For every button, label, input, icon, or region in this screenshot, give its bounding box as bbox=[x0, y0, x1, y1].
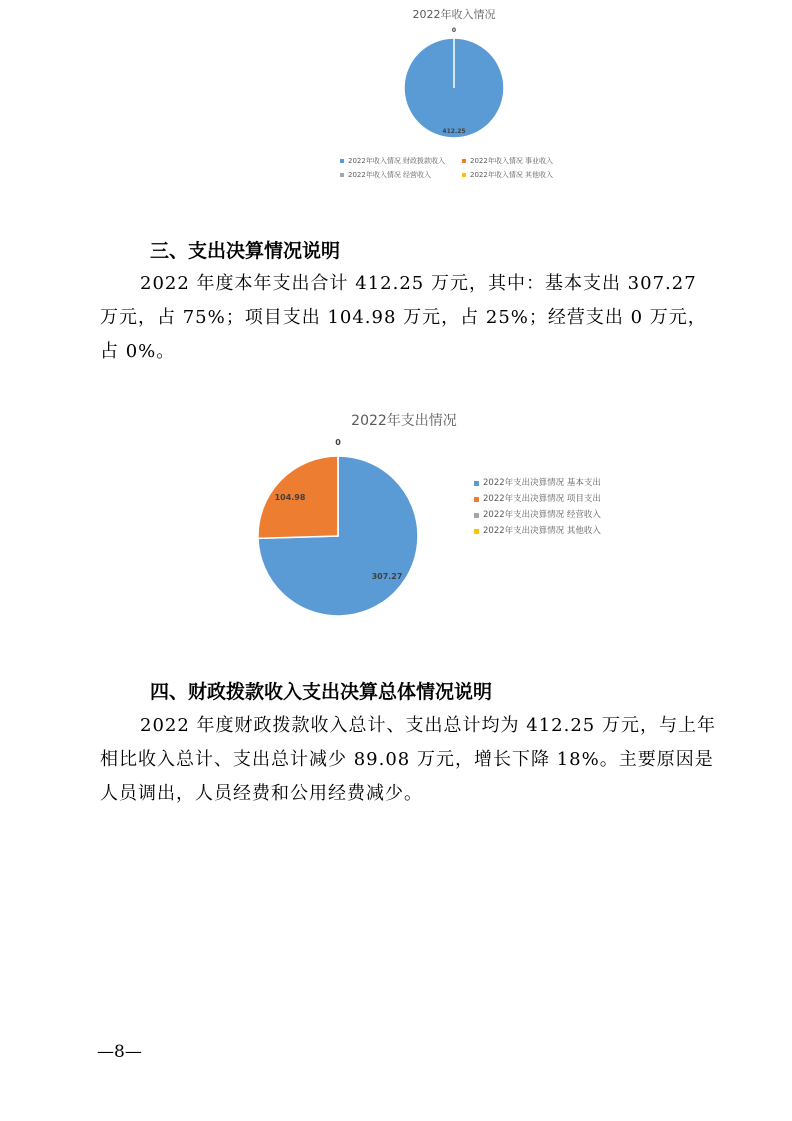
page-number: —8— bbox=[97, 1042, 142, 1062]
legend-item bbox=[340, 170, 462, 180]
pie-data-label: 104.98 bbox=[274, 493, 306, 502]
pie-data-label: 412.25 bbox=[442, 128, 466, 135]
legend-item bbox=[462, 156, 580, 166]
section-heading-fiscal-overview: 四、财政拨款收入支出决算总体情况说明 bbox=[150, 681, 493, 703]
legend-swatch bbox=[474, 481, 479, 486]
section-body-expenditure bbox=[100, 267, 720, 369]
paragraph-text: 2022 年度本年支出合计 412.25 万元，其中：基本支出 307.27 万元，占 75%；项目支出 104.98 万元，占 25%；经营支出 0 万元，占 0%。 bbox=[100, 273, 707, 362]
income-pie-chart bbox=[403, 27, 505, 139]
legend-label: 2022年收入情况 其他收入 bbox=[470, 171, 554, 179]
legend-swatch bbox=[474, 497, 479, 502]
legend-item bbox=[462, 170, 580, 180]
legend-swatch bbox=[462, 173, 466, 177]
legend-label: 2022年支出决算情况 经营收入 bbox=[483, 510, 601, 520]
legend-item bbox=[474, 510, 604, 521]
section-heading-expenditure: 三、支出决算情况说明 bbox=[150, 240, 341, 262]
legend-swatch bbox=[340, 159, 344, 163]
legend-label: 2022年支出决算情况 其他收入 bbox=[483, 526, 601, 536]
legend-label: 2022年收入情况 财政拨款收入 bbox=[348, 157, 446, 165]
pie-data-label: 307.27 bbox=[371, 572, 403, 581]
pie-data-label: 0 bbox=[451, 27, 457, 34]
legend-label: 2022年支出决算情况 基本支出 bbox=[483, 478, 601, 488]
legend-item bbox=[474, 526, 604, 537]
legend-swatch bbox=[474, 513, 479, 518]
paragraph-text: 2022 年度财政拨款收入总计、支出总计均为 412.25 万元，与上年相比收入总计、支出总计减少 89.08 万元，增长下降 18%。主要原因是人员调出，人员经费和公用经费减少。 bbox=[100, 715, 716, 804]
legend-swatch bbox=[474, 529, 479, 534]
income-chart-title: 2022年收入情况 bbox=[412, 8, 496, 21]
legend-swatch bbox=[462, 159, 466, 163]
expenditure-pie-chart bbox=[257, 438, 419, 617]
expenditure-chart-legend bbox=[474, 478, 604, 542]
legend-item bbox=[340, 156, 462, 166]
pie-data-label: 0 bbox=[335, 438, 341, 447]
legend-item bbox=[474, 494, 604, 505]
legend-label: 2022年收入情况 经营收入 bbox=[348, 171, 432, 179]
legend-swatch bbox=[340, 173, 344, 177]
legend-label: 2022年收入情况 事业收入 bbox=[470, 157, 554, 165]
section-body-fiscal-overview bbox=[100, 709, 720, 811]
expenditure-chart-title: 2022年支出情况 bbox=[351, 413, 457, 429]
legend-item bbox=[474, 478, 604, 489]
legend-label: 2022年支出决算情况 项目支出 bbox=[483, 494, 601, 504]
income-chart-legend bbox=[340, 156, 580, 180]
